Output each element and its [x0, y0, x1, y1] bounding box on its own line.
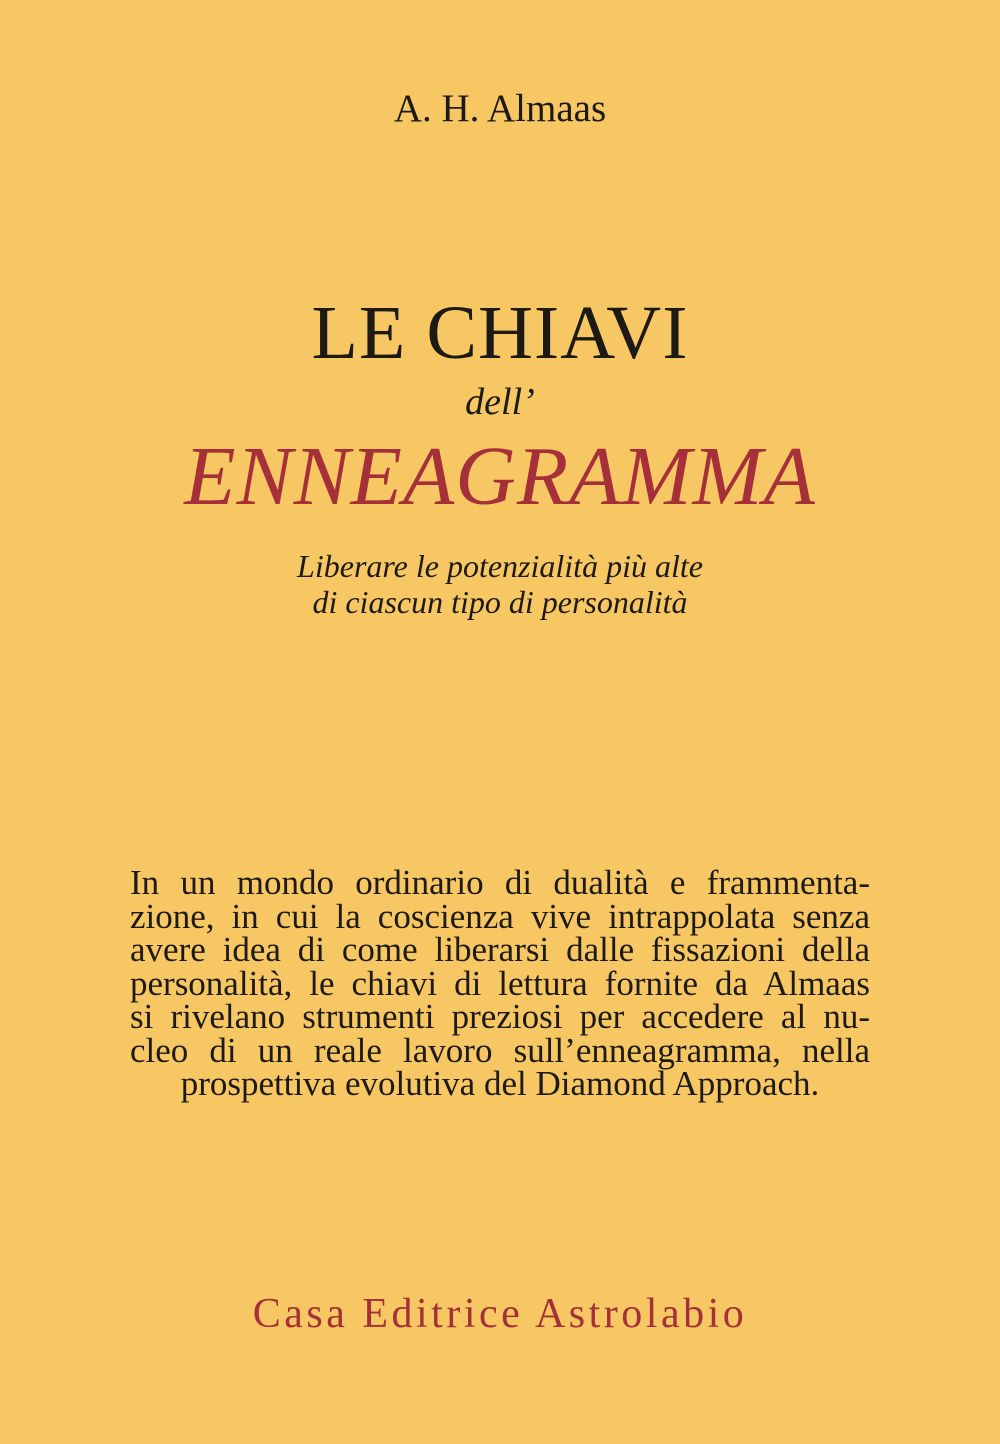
blurb-line: prospettiva evolutiva del Diamond Approach. — [180, 1064, 820, 1103]
blurb-line: si rivelano strumenti preziosi per accedere al nu- — [130, 997, 870, 1036]
blurb-line: personalità, le chiavi di lettura fornite da Almaas — [130, 963, 870, 1003]
blurb-line: zione, in cui la coscienza vive intrappolata senza — [130, 896, 870, 936]
blurb-line: In un mondo ordinario di dualità e frammenta- — [130, 863, 870, 902]
author-name: A. H. Almaas — [393, 87, 607, 130]
subtitle-line-1: Liberare le potenzialità più alte — [297, 548, 703, 584]
title-connector: dell’ — [465, 381, 535, 423]
publisher-name: Casa Editrice Astrolabio — [252, 1291, 748, 1337]
blurb-line: cleo di un reale lavoro sull’enneagramma, nella — [130, 1030, 870, 1070]
subtitle-line-2: di ciascun tipo di personalità — [312, 584, 688, 620]
title-line-2: ENNEAGRAMMA — [184, 430, 816, 523]
blurb-line: avere idea di come liberarsi dalle fissazioni della — [130, 930, 870, 969]
title-line-1: LE CHIAVI — [311, 291, 689, 375]
blurb-paragraph — [130, 863, 870, 1103]
